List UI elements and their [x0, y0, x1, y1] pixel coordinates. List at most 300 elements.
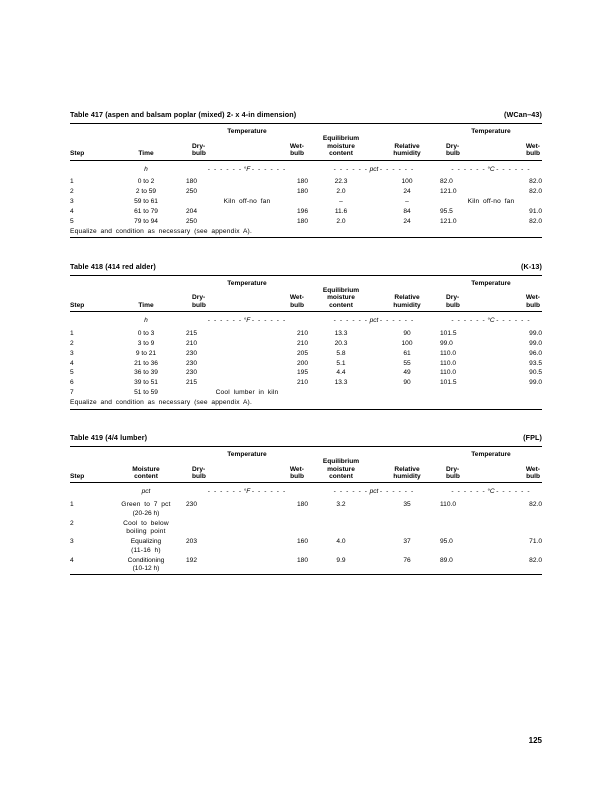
cell-wet-bulb-c: 91.0 [529, 208, 542, 215]
cell-emc: 13.3 [334, 329, 348, 337]
cell-step: 2 [70, 188, 74, 196]
cell-wet-bulb-f: 210 [296, 379, 308, 387]
col-header-dry-bulb-f [186, 458, 244, 483]
group-header-temperature-f: Temperature [227, 128, 267, 135]
cell-relative-humidity [374, 389, 440, 399]
unit-pct [308, 483, 440, 500]
cell-step: 6 [70, 379, 74, 387]
col-header-dry-bulb-c [440, 287, 496, 312]
cell-relative-humidity: – [405, 198, 409, 206]
cell-step: 2 [70, 339, 74, 347]
emc-line1: Equilibrium [322, 286, 360, 294]
spacer [70, 483, 106, 500]
moisture-content-main: Green to 7 pct [121, 501, 171, 509]
unit-pct [308, 312, 440, 329]
group-header-row [70, 447, 542, 458]
table-title-417: Table 417 (aspen and balsam poplar (mixed) 2- x 4-in dimension) [70, 110, 297, 119]
dry-bulb-line2: bulb [192, 301, 206, 309]
table-title-419: Table 419 (4/4 lumber) [70, 432, 148, 442]
table-caption-419 [70, 433, 542, 442]
cell-dry-bulb-f: 215 [186, 379, 198, 387]
col-header-wet-bulb-f [244, 458, 308, 483]
dash-left: - - - - - - [451, 488, 486, 496]
cell-step: 2 [70, 519, 74, 527]
cell-dry-bulb-c: 89.0 [440, 556, 453, 564]
cell-dry-bulb-f: 203 [186, 538, 198, 546]
spacer [70, 312, 106, 329]
dash-left: - - - - - - [207, 165, 243, 173]
rh-line2: humidity [393, 473, 421, 480]
cell-step: 4 [70, 208, 74, 215]
group-header-row [70, 124, 542, 135]
wet-bulb-line2: bulb [290, 301, 304, 309]
cell-relative-humidity [374, 519, 440, 538]
cell-emc: – [339, 198, 343, 206]
cell-wet-bulb-f: 180 [296, 556, 308, 564]
cell-wet-bulb-c: 90.5 [529, 369, 542, 377]
cell-dry-bulb-f: 180 [186, 178, 198, 186]
cell-emc: 2.0 [336, 217, 346, 225]
cell-moisture-content [106, 500, 186, 519]
cell-time: 36 to 39 [134, 369, 158, 377]
cell-relative-humidity: 55 [403, 359, 411, 367]
spacer [106, 124, 186, 135]
cell-wet-bulb-f: 180 [296, 188, 308, 196]
emc-line2: moisture [327, 465, 355, 473]
table-row [70, 359, 542, 369]
dash-right: - - - - - - [251, 165, 287, 173]
wet-bulb-line1: Wet- [525, 465, 540, 473]
cell-dry-bulb-f: 230 [186, 359, 198, 367]
table-body-419 [70, 500, 542, 576]
cell-step: 4 [70, 556, 74, 564]
cell-emc [308, 389, 374, 399]
col-header-step: Step [70, 301, 85, 309]
col-header-wet-bulb-f [244, 287, 308, 312]
emc-line1: Equilibrium [322, 135, 360, 143]
table-block-418 [70, 262, 542, 411]
dash-right: - - - - - - [496, 488, 531, 496]
unit-symbol-pct: pct [369, 488, 379, 496]
unit-celsius [440, 161, 542, 178]
rh-line2: humidity [393, 301, 421, 309]
table-row [70, 389, 542, 399]
spacer [308, 447, 374, 458]
dash-left: - - - - - - [207, 317, 243, 324]
spacer [70, 447, 106, 458]
dry-bulb-line1: Dry- [446, 142, 460, 150]
spacer [374, 276, 440, 287]
wet-bulb-line2: bulb [290, 473, 304, 480]
cell-dry-bulb-f: 192 [186, 556, 198, 564]
unit-symbol-c: °C [487, 317, 495, 324]
cell-dry-bulb-c: 110.0 [440, 369, 457, 377]
spacer [106, 447, 186, 458]
cell-wet-bulb-f: 180 [296, 501, 308, 509]
dry-bulb-line1: Dry- [192, 142, 206, 150]
units-row [70, 161, 542, 178]
page-content [70, 110, 542, 599]
unit-time: h [144, 317, 148, 324]
table-note: Equalize and condition as necessary (see appendix A). [70, 227, 252, 235]
cell-time: 0 to 3 [137, 329, 155, 337]
cell-emc: 2.0 [336, 188, 346, 196]
cell-dry-bulb-f [186, 519, 244, 538]
cell-time: 61 to 79 [134, 208, 158, 215]
wet-bulb-line2: bulb [290, 150, 304, 158]
cell-dry-bulb-f: 230 [186, 501, 198, 509]
wet-bulb-line1: Wet- [289, 465, 304, 473]
table-title-418: Table 418 (414 red alder) [70, 261, 156, 271]
cell-step: 3 [70, 198, 74, 206]
wet-bulb-line2: bulb [526, 473, 540, 480]
rule-bottom [70, 238, 542, 240]
cell-emc: 11.6 [334, 208, 348, 215]
dry-bulb-line2: bulb [446, 473, 460, 480]
table-row [70, 556, 542, 575]
cell-dry-bulb-c: 101.5 [440, 329, 457, 337]
cell-dry-bulb-c: 99.0 [440, 339, 453, 347]
unit-symbol-c: °C [487, 488, 495, 496]
col-header-moisture-content [106, 458, 186, 483]
group-header-row [70, 276, 542, 287]
dash-left: - - - - - - [207, 488, 243, 496]
col-header-wet-bulb-f [244, 135, 308, 160]
col-header-dry-bulb-c [440, 458, 496, 483]
dry-bulb-line2: bulb [192, 473, 206, 480]
cell-time: 0 to 2 [137, 178, 155, 186]
unit-moisture-content: pct [141, 488, 151, 496]
cell-wet-bulb-f: 180 [296, 217, 308, 225]
table-row [70, 500, 542, 519]
rule-bottom [70, 409, 542, 411]
dash-right: - - - - - - [379, 488, 415, 496]
cell-relative-humidity: 84 [403, 208, 411, 215]
cell-span-note-c: Kiln off-no fan [467, 198, 515, 206]
cell-step: 1 [70, 501, 74, 509]
dry-bulb-line2: bulb [192, 150, 206, 158]
wet-bulb-line1: Wet- [525, 294, 540, 302]
cell-wet-bulb-c [496, 519, 542, 538]
emc-line3: content [329, 301, 353, 309]
table-row [70, 207, 542, 217]
table-row [70, 178, 542, 188]
unit-fahrenheit [186, 312, 308, 329]
cell-wet-bulb-c: 82.0 [529, 501, 542, 509]
dash-left: - - - - - - [333, 165, 369, 173]
cell-dry-bulb-c: 101.5 [440, 379, 457, 387]
moisture-content-line1: Moisture [132, 465, 160, 473]
kiln-schedule-table-417 [70, 123, 542, 240]
units-row [70, 312, 542, 329]
col-header-dry-bulb-f [186, 135, 244, 160]
cell-dry-bulb-c: 95.5 [440, 208, 453, 215]
cell-dry-bulb-f: 230 [186, 369, 198, 377]
cell-step: 4 [70, 359, 74, 367]
cell-emc: 22.3 [334, 178, 348, 186]
table-note-row [70, 227, 542, 237]
cell-relative-humidity: 90 [403, 379, 411, 387]
cell-wet-bulb-f: 160 [296, 538, 308, 546]
cell-wet-bulb-c: 71.0 [529, 538, 542, 546]
dry-bulb-line1: Dry- [192, 294, 206, 302]
dash-right: - - - - - - [251, 488, 287, 496]
col-header-time: Time [138, 150, 154, 158]
cell-dry-bulb-f: 230 [186, 349, 198, 357]
cell-relative-humidity: 24 [403, 188, 411, 196]
cell-step: 5 [70, 369, 74, 377]
table-row [70, 379, 542, 389]
dry-bulb-line1: Dry- [192, 465, 206, 473]
col-header-dry-bulb-c [440, 135, 496, 160]
cell-span-note-f: Cool lumber in kiln [215, 389, 279, 397]
cell-relative-humidity: 37 [403, 538, 411, 546]
cell-moisture-content [106, 519, 186, 538]
dash-right: - - - - - - [379, 317, 415, 324]
cell-emc: 5.8 [336, 349, 346, 357]
cell-relative-humidity: 49 [403, 369, 411, 377]
dash-left: - - - - - - [451, 165, 486, 173]
cell-wet-bulb-c: 82.0 [529, 178, 542, 186]
table-row [70, 349, 542, 359]
cell-emc [308, 519, 374, 538]
cell-dry-bulb-c: 121.0 [440, 217, 457, 225]
cell-relative-humidity: 35 [403, 501, 411, 509]
cell-relative-humidity: 90 [403, 329, 411, 337]
cell-moisture-content [106, 537, 186, 556]
cell-emc: 20.3 [334, 339, 348, 347]
spacer [374, 124, 440, 135]
unit-symbol-pct: pct [369, 317, 379, 324]
col-header-emc [308, 458, 374, 483]
col-header-step: Step [70, 473, 85, 480]
col-header-emc [308, 287, 374, 312]
cell-wet-bulb-f [244, 519, 308, 538]
table-code-419: (FPL) [523, 432, 542, 442]
spacer [308, 124, 374, 135]
cell-time: 2 to 59 [135, 188, 157, 196]
table-row [70, 197, 542, 207]
table-note: Equalize and condition as necessary (see appendix A). [70, 399, 252, 407]
cell-dry-bulb-f: 250 [186, 217, 198, 225]
table-code-417: (WCan–43) [503, 110, 542, 119]
cell-emc: 9.9 [336, 556, 346, 564]
wet-bulb-line1: Wet- [289, 142, 304, 150]
cell-emc: 4.0 [336, 538, 346, 546]
table-block-417 [70, 110, 542, 240]
cell-time: 3 to 9 [137, 339, 155, 347]
unit-symbol-f: °F [243, 165, 251, 173]
moisture-content-main: Cool to below [123, 519, 169, 527]
group-header-temperature-f: Temperature [227, 279, 267, 287]
cell-relative-humidity: 61 [403, 349, 411, 357]
cell-step: 5 [70, 217, 74, 225]
cell-step: 3 [70, 349, 74, 357]
kiln-schedule-table-419 [70, 446, 542, 577]
spacer [70, 276, 106, 287]
unit-pct [308, 161, 440, 178]
col-header-time: Time [138, 301, 154, 309]
unit-fahrenheit [186, 161, 308, 178]
moisture-content-duration: (11-16 h) [131, 546, 161, 554]
cell-wet-bulb-c: 99.0 [529, 329, 542, 337]
table-body-418 [70, 329, 542, 411]
cell-relative-humidity: 100 [401, 339, 413, 347]
cell-time: 79 to 94 [134, 217, 158, 225]
cell-wet-bulb-f: 210 [296, 339, 308, 347]
cell-wet-bulb-c: 82.0 [529, 217, 542, 225]
cell-wet-bulb-c: 82.0 [529, 188, 542, 196]
col-header-dry-bulb-f [186, 287, 244, 312]
table-caption-418 [70, 262, 542, 271]
cell-dry-bulb-f: 204 [186, 208, 198, 215]
cell-emc: 13.3 [334, 379, 348, 387]
cell-wet-bulb-c: 93.5 [529, 359, 542, 367]
cell-moisture-content [106, 556, 186, 575]
unit-symbol-pct: pct [369, 165, 379, 173]
group-header-temperature-c: Temperature [471, 128, 511, 135]
table-header-418 [70, 275, 542, 329]
column-header-row [70, 135, 542, 160]
cell-time: 39 to 51 [134, 379, 158, 387]
rh-line2: humidity [393, 150, 421, 158]
emc-line2: moisture [327, 142, 355, 150]
cell-wet-bulb-f: 195 [296, 369, 308, 377]
dash-left: - - - - - - [333, 488, 369, 496]
unit-symbol-f: °F [243, 488, 251, 496]
emc-line2: moisture [327, 294, 355, 302]
dash-right: - - - - - - [251, 317, 287, 324]
table-block-419 [70, 433, 542, 577]
table-row [70, 187, 542, 197]
cell-emc: 3.2 [336, 501, 346, 509]
unit-symbol-f: °F [243, 317, 251, 324]
column-header-row [70, 287, 542, 312]
table-caption-417 [70, 110, 542, 119]
cell-emc: 4.4 [336, 369, 346, 377]
col-header-emc [308, 135, 374, 160]
cell-wet-bulb-c: 82.0 [529, 556, 542, 564]
rh-line1: Relative [394, 294, 420, 302]
cell-dry-bulb-c: 121.0 [440, 188, 457, 196]
table-note-row [70, 399, 542, 409]
cell-step: 3 [70, 538, 74, 546]
dash-right: - - - - - - [496, 317, 531, 324]
moisture-content-line2: content [134, 473, 158, 480]
dry-bulb-line1: Dry- [446, 465, 460, 473]
wet-bulb-line1: Wet- [525, 142, 540, 150]
unit-time: h [144, 165, 148, 173]
table-row [70, 217, 542, 227]
dry-bulb-line2: bulb [446, 301, 460, 309]
wet-bulb-line1: Wet- [289, 294, 304, 302]
col-header-wet-bulb-c [496, 458, 542, 483]
rh-line1: Relative [394, 465, 420, 473]
cell-wet-bulb-f: 180 [296, 178, 308, 186]
cell-step: 7 [70, 389, 74, 397]
cell-dry-bulb-c [440, 389, 496, 399]
cell-wet-bulb-f: 205 [296, 349, 308, 357]
table-code-418: (K-13) [521, 261, 542, 271]
cell-dry-bulb-c: 110.0 [440, 349, 457, 357]
col-header-wet-bulb-c [496, 135, 542, 160]
table-row [70, 339, 542, 349]
table-header-419 [70, 446, 542, 500]
cell-dry-bulb-f: 250 [186, 188, 198, 196]
moisture-content-duration: (10-12 h) [132, 565, 160, 573]
col-header-relative-humidity [374, 458, 440, 483]
unit-fahrenheit [186, 483, 308, 500]
cell-relative-humidity: 76 [403, 556, 411, 564]
wet-bulb-line2: bulb [526, 150, 540, 158]
table-body-417 [70, 178, 542, 240]
dry-bulb-line1: Dry- [446, 294, 460, 302]
moisture-content-duration: boiling point [126, 528, 166, 536]
cell-wet-bulb-c: 96.0 [529, 349, 542, 357]
cell-time: 51 to 59 [134, 389, 158, 397]
cell-step: 1 [70, 178, 74, 186]
moisture-content-duration: (20-26 h) [132, 509, 160, 517]
spacer [70, 161, 106, 178]
cell-dry-bulb-c: 110.0 [440, 501, 457, 509]
unit-celsius [440, 312, 542, 329]
col-header-relative-humidity [374, 287, 440, 312]
spacer [308, 276, 374, 287]
cell-wet-bulb-c [496, 389, 542, 399]
rule-bottom [70, 575, 542, 577]
dash-right: - - - - - - [496, 165, 531, 173]
dash-left: - - - - - - [451, 317, 486, 324]
moisture-content-main: Equalizing [130, 538, 162, 546]
group-header-temperature-c: Temperature [471, 279, 511, 287]
cell-dry-bulb-c: 110.0 [440, 359, 457, 367]
cell-span-note-f: Kiln off-no fan [223, 198, 271, 206]
table-row [70, 537, 542, 556]
table-header-417 [70, 124, 542, 178]
table-row [70, 369, 542, 379]
wet-bulb-line2: bulb [526, 301, 540, 309]
cell-wet-bulb-c: 99.0 [529, 339, 542, 347]
col-header-relative-humidity [374, 135, 440, 160]
spacer [374, 447, 440, 458]
table-row [70, 329, 542, 339]
cell-dry-bulb-f: 215 [186, 329, 198, 337]
cell-step: 1 [70, 329, 74, 337]
unit-celsius [440, 483, 542, 500]
kiln-schedule-table-418 [70, 275, 542, 411]
table-row [70, 519, 542, 538]
col-header-step: Step [70, 150, 85, 158]
units-row [70, 483, 542, 500]
cell-emc: 5.1 [336, 359, 346, 367]
cell-wet-bulb-f: 210 [296, 329, 308, 337]
column-header-row [70, 458, 542, 483]
cell-wet-bulb-f: 196 [296, 208, 308, 215]
cell-dry-bulb-f: 210 [186, 339, 198, 347]
unit-symbol-c: °C [487, 165, 495, 173]
emc-line3: content [329, 473, 353, 480]
spacer [70, 124, 106, 135]
group-header-temperature-f: Temperature [227, 450, 267, 458]
col-header-wet-bulb-c [496, 287, 542, 312]
cell-relative-humidity: 100 [401, 178, 413, 186]
emc-line1: Equilibrium [322, 458, 360, 466]
page-number: 125 [528, 736, 542, 745]
dry-bulb-line2: bulb [446, 150, 460, 158]
dash-left: - - - - - - [333, 317, 369, 324]
cell-dry-bulb-c: 95.0 [440, 538, 453, 546]
group-header-temperature-c: Temperature [471, 450, 511, 458]
